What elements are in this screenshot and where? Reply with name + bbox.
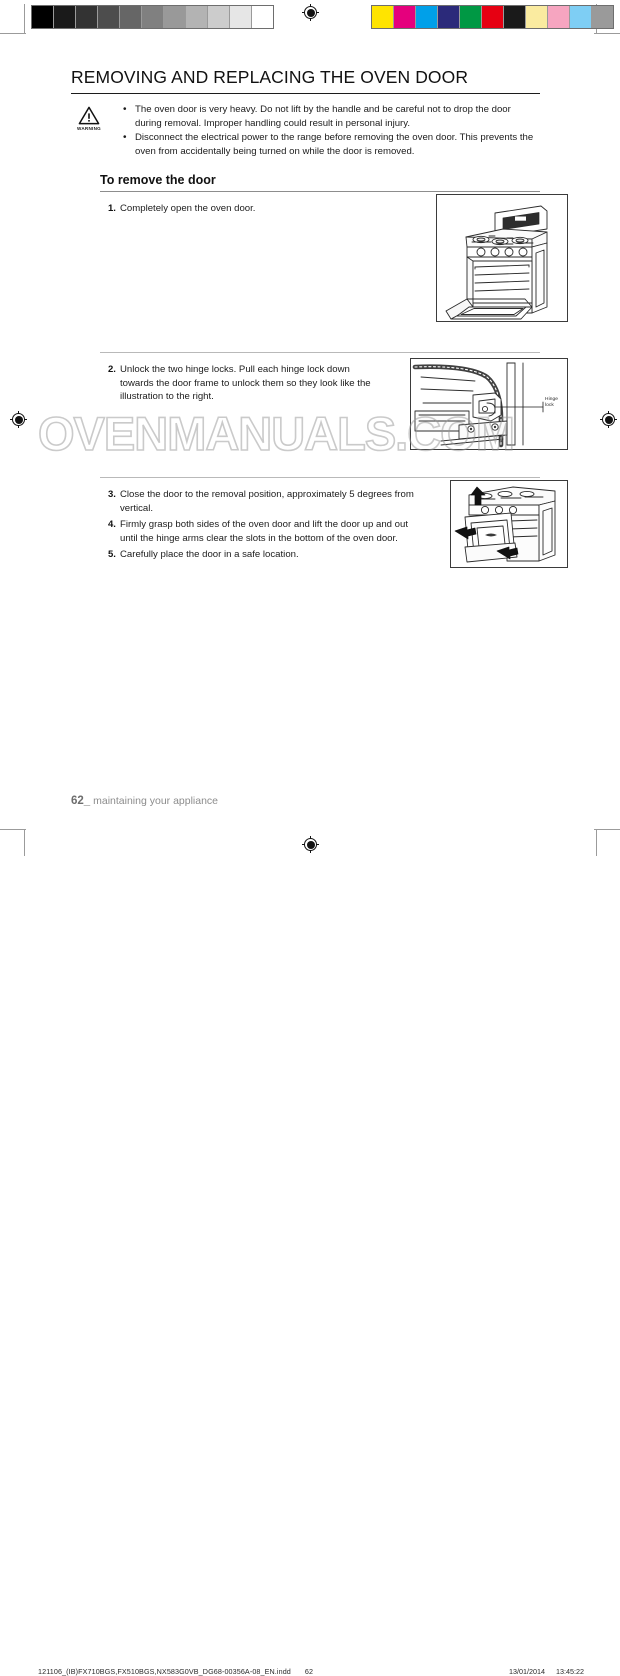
gray-swatch (230, 6, 252, 28)
footer-page-number: 62_ (71, 795, 91, 807)
color-swatch (372, 6, 394, 28)
step-number: 3. (108, 489, 116, 501)
registration-mark-top (302, 4, 319, 21)
page-title: REMOVING AND REPLACING THE OVEN DOOR (71, 67, 540, 94)
gray-swatch (98, 6, 120, 28)
lift-door-off-illustration (450, 480, 568, 568)
color-swatch (416, 6, 438, 28)
hinge-lock-callout-label: Hinge lock (545, 397, 559, 409)
trim-mark-left (24, 4, 25, 34)
step-text: Firmly grasp both sides of the oven door and lift the door up and out until the hinge arms clear the slots in the bottom of the oven door. (120, 519, 408, 544)
step-group-1 (100, 192, 540, 342)
registration-mark-bottom (302, 836, 319, 853)
color-swatch (526, 6, 548, 28)
gray-swatch (32, 6, 54, 28)
warning-item-list (107, 103, 540, 159)
print-job-filename: 121106_(IB)FX710BGS,FX510BGS,NX583G0VB_DG68-00356A-08_EN.indd (38, 1667, 291, 1676)
color-swatch (482, 6, 504, 28)
step-text: Completely open the oven door. (120, 203, 256, 215)
print-job-id (38, 1667, 313, 1676)
step-number: 4. (108, 519, 116, 531)
print-job-page: 62 (304, 1667, 314, 1676)
color-swatch (504, 6, 526, 28)
color-swatch (394, 6, 416, 28)
page-content (71, 67, 559, 586)
print-date: 13/01/2014 (509, 1667, 546, 1676)
step-number: 2. (108, 364, 116, 376)
step-text: Close the door to the removal position, approximately 5 degrees from vertical. (120, 489, 414, 514)
warning-triangle-icon (71, 103, 107, 131)
warning-item: • Disconnect the electrical power to the range before removing the oven door. This prevents the oven from accidentally being turned on while the door is removed. (123, 131, 540, 158)
color-swatch (570, 6, 592, 28)
gray-swatch (120, 6, 142, 28)
grayscale-swatch-row (31, 5, 274, 29)
site-watermark: OVENMANUALS.COM (38, 407, 514, 460)
page-footer (71, 795, 540, 807)
warning-item: • The oven door is very heavy. Do not lift by the handle and be careful not to drop the door during removal. Improper handling could result in personal injury. (123, 103, 540, 130)
print-timestamp (509, 1667, 584, 1676)
footer-chapter-name: maintaining your appliance (93, 795, 219, 807)
color-swatch-row (371, 5, 614, 29)
color-swatch (438, 6, 460, 28)
color-swatch (460, 6, 482, 28)
gray-swatch (208, 6, 230, 28)
step-text: Unlock the two hinge locks. Pull each hinge lock down towards the door frame to unlock them so they look like the illustration to the right. (120, 364, 371, 403)
hinge-lock-detail-illustration (410, 358, 568, 450)
gray-swatch (142, 6, 164, 28)
step-number: 5. (108, 549, 116, 560)
step-text: Carefully place the door in a safe location. (120, 549, 299, 560)
print-time: 13:45:22 (556, 1667, 584, 1676)
gray-swatch (186, 6, 208, 28)
warning-icon-label: WARNING (77, 126, 101, 131)
procedure-steps (100, 192, 559, 586)
color-swatch (592, 6, 613, 28)
color-swatch (548, 6, 570, 28)
gray-swatch (54, 6, 76, 28)
step-group-3 (100, 477, 540, 586)
step-group-2 (100, 352, 559, 467)
step-number: 1. (108, 203, 116, 215)
gray-swatch (252, 6, 273, 28)
warning-block (71, 103, 540, 159)
manual-page (0, 34, 620, 828)
gray-swatch (76, 6, 98, 28)
range-door-open-illustration (436, 194, 568, 322)
gray-swatch (164, 6, 186, 28)
subsection-title: To remove the door (100, 173, 540, 192)
